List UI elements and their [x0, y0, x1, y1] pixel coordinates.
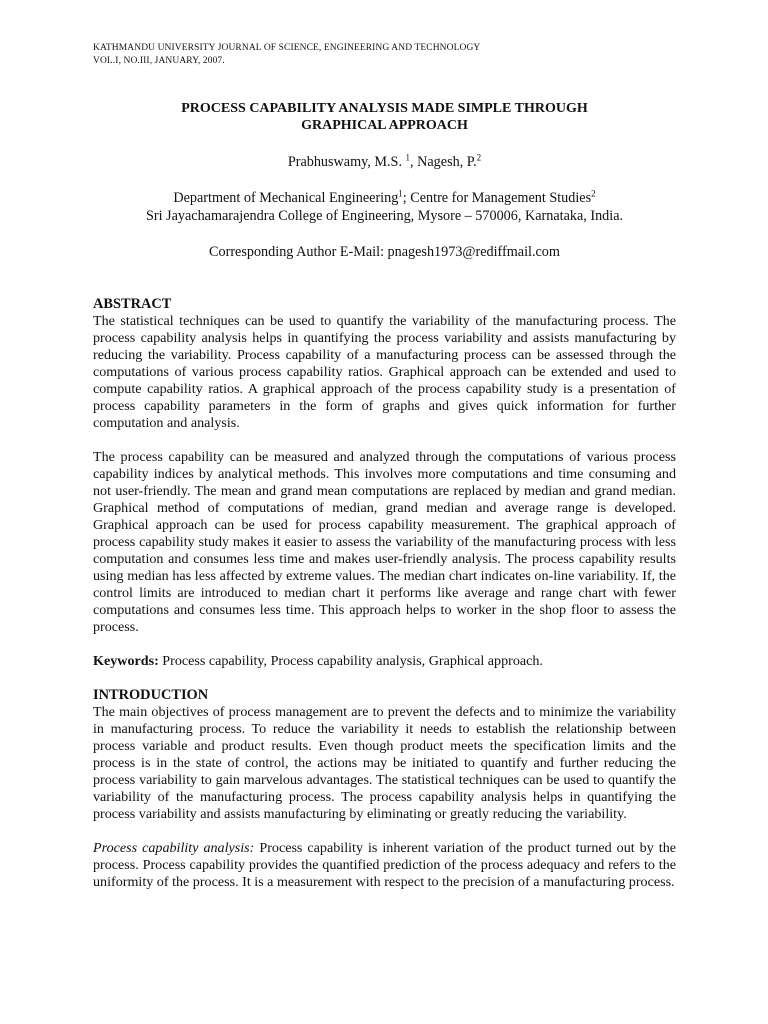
author-1: Prabhuswamy, M.S. — [287, 154, 402, 170]
affiliations — [93, 189, 676, 225]
keywords — [93, 653, 676, 670]
journal-name: KATHMANDU UNIVERSITY JOURNAL OF SCIENCE, ENGINEERING AND TECHNOLOGY — [93, 43, 481, 53]
keywords-label: Keywords: — [93, 653, 159, 669]
journal-header — [93, 42, 676, 68]
process-capability-text: Process capability is inherent variation of the product turned out by the process. Process capability provides the quantified prediction of the process adequacy and refers to the uniformity of the process. It is a measurement with respect to the precision of a manufacturing process. — [93, 840, 676, 890]
journal-volume: VOL.I, NO.III, JANUARY, 2007. — [93, 56, 225, 66]
abstract-heading: ABSTRACT — [93, 296, 172, 312]
process-capability-paragraph — [93, 840, 676, 891]
abstract-section — [93, 296, 676, 636]
affiliation-departments — [93, 189, 676, 207]
author-1-affil-mark: 1 — [405, 152, 411, 163]
process-capability-label: Process capability analysis: — [93, 840, 255, 856]
author-2-affil-mark: 2 — [476, 152, 482, 163]
introduction-heading: INTRODUCTION — [93, 687, 209, 703]
keywords-text: Process capability, Process capability analysis, Graphical approach. — [158, 653, 543, 669]
author-list — [93, 153, 676, 171]
affiliation-college: Sri Jayachamarajendra College of Engineering, Mysore – 570006, Karnataka, India. — [145, 208, 624, 224]
department-2: ; Centre for Management Studies — [402, 190, 592, 206]
department-2-mark: 2 — [591, 188, 596, 199]
abstract-paragraph-1: The statistical techniques can be used to quantify the variability of the manufacturing process. The process capability analysis helps in quantifying the process variability and assists manufacturing by reducing the variability. Process capability of a manufacturing process can be assessed through the computations of various process capability ratios. Graphical approach can be extended and used to compute capability ratios. A graphical approach of the process capability study is a presentation of process capability parameters in the form of graphs and gives quick information for further computation and analysis. — [93, 313, 676, 431]
introduction-paragraph-1: The main objectives of process management are to prevent the defects and to minimize the variability in manufacturing process. To reduce the variability it needs to establish the relationship between process variable and product results. Even though product meets the specification limits and the process is in the state of control, the actions may be initiated to quantify and further reducing the process variability to gain marvelous advantages. The statistical techniques can be used to quantify the variability of the manufacturing process. The process capability analysis helps in quantifying the process variability and assists manufacturing by eliminating or greatly reducing the variability. — [93, 704, 676, 822]
corresponding-author: Corresponding Author E-Mail: pnagesh1973@rediffmail.com — [209, 244, 560, 260]
department-1: Department of Mechanical Engineering — [173, 190, 399, 206]
paper-title — [93, 100, 676, 134]
department-1-mark: 1 — [398, 188, 403, 199]
introduction-section — [93, 687, 676, 891]
author-2: Nagesh, P. — [417, 154, 477, 170]
title-line-2: GRAPHICAL APPROACH — [301, 118, 468, 133]
abstract-paragraph-2: The process capability can be measured and analyzed through the computations of various process capability indices by analytical methods. This involves more computations and time consuming and not user-friendly. The mean and grand mean computations are replaced by median and grand median. Graphical method of computations of median, grand median and average range is developed. Graphical approach can be used for process capability measurement. The graphical approach of process capability study makes it easier to assess the variability of the manufacturing process with less computation and consumes less time and makes user-friendly analysis. The process capability results using median has less affected by extreme values. The median chart indicates on-line variability. If, the control limits are introduced to median chart it performs like average and range chart with fewer computations and consumes less time. This approach helps to worker in the shop floor to assess the process. — [93, 449, 676, 635]
title-line-1: PROCESS CAPABILITY ANALYSIS MADE SIMPLE THROUGH — [181, 101, 588, 116]
author-separator: , — [410, 154, 418, 170]
